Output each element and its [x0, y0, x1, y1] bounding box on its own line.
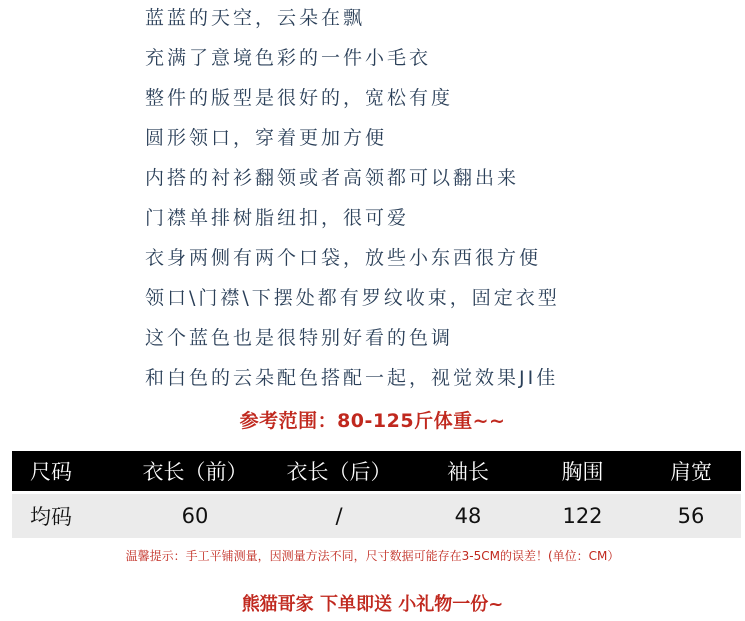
size-table-header-row [12, 451, 741, 493]
description-line: 内搭的衬衫翻领或者高领都可以翻出来 [145, 167, 520, 189]
column-header-size: 尺码 [12, 451, 124, 493]
cell-length-front: 60 [124, 493, 266, 539]
description-line: 圆形领口，穿着更加方便 [145, 127, 388, 149]
column-header-shoulder: 肩宽 [641, 451, 741, 493]
table-row [12, 493, 741, 539]
reference-weight-range: 参考范围：80-125斤体重~~ [239, 410, 506, 432]
column-header-length-back: 衣长（后） [266, 451, 412, 493]
description-line: 和白色的云朵配色搭配一起，视觉效果JI佳 [145, 367, 559, 389]
description-line: 衣身两侧有两个口袋，放些小东西很方便 [145, 247, 542, 269]
cell-size: 均码 [12, 493, 124, 539]
column-header-sleeve: 袖长 [412, 451, 524, 493]
measurement-note: 温馨提示：手工平铺测量，因测量方法不同，尺寸数据可能存在3-5CM的误差！(单位：CM） [125, 549, 620, 563]
cell-shoulder: 56 [641, 493, 741, 539]
description-line: 整件的版型是很好的，宽松有度 [145, 87, 454, 109]
cell-chest: 122 [524, 493, 641, 539]
description-line: 领口\门襟\下摆处都有罗纹收束，固定衣型 [145, 287, 560, 309]
description-line: 门襟单排树脂纽扣，很可爱 [145, 207, 410, 229]
description-line: 充满了意境色彩的一件小毛衣 [145, 47, 432, 69]
footer-promo: 熊猫哥家 下单即送 小礼物一份~ [241, 594, 504, 615]
description-line: 这个蓝色也是很特别好看的色调 [145, 327, 454, 349]
description-line: 蓝蓝的天空，云朵在飘 [145, 7, 366, 29]
column-header-length-front: 衣长（前） [124, 451, 266, 493]
cell-length-back: / [266, 493, 412, 539]
column-header-chest: 胸围 [524, 451, 641, 493]
size-table [12, 451, 741, 538]
product-description [145, 0, 560, 400]
cell-sleeve: 48 [412, 493, 524, 539]
